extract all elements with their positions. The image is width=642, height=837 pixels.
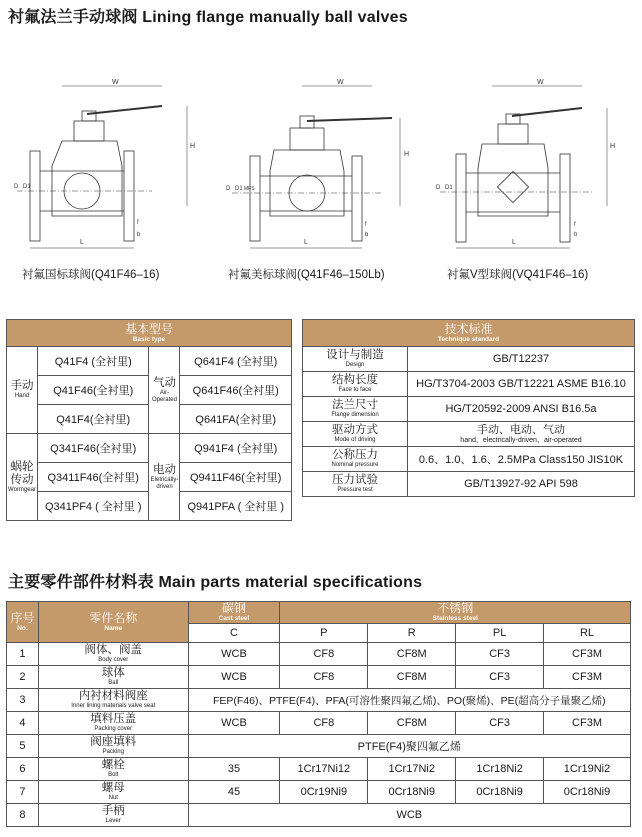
page-title: 衬氟法兰手动球阀 Lining flange manually ball valves [8,9,408,26]
dim-mfs: MFS [244,186,255,192]
tech-label: 结构长度 Face to face [303,372,408,397]
dim-w: W [337,79,344,86]
tech-label: 压力试验 Pressure test [303,472,408,497]
model-cell: Q941F4 (全衬里) [180,434,292,463]
model-cell: Q341F46(全衬里) [38,434,149,463]
valve-drawing-gb [12,76,202,256]
caption-v-type: 衬氟V型球阀(VQ41F46–16) [447,269,589,281]
dim-f: f [137,220,139,226]
tech-label: 法兰尺寸 Flange dimension [303,397,408,422]
model-cell: Q41F46(全衬里) [38,376,149,405]
table-row: 4 填料压盖 Packing cover WCB CF8 CF8M CF3 CF3M [7,712,631,735]
col-no: 序号 No. [7,602,39,643]
materials-table [6,601,631,827]
col-name: 零件名称 Name [38,602,188,643]
model-cell: Q41F4(全衬里) [38,405,149,434]
dim-d: D [436,185,441,191]
dim-h: H [404,151,410,158]
tech-value: HG/T3704-2003 GB/T12221 ASME B16.10 [408,372,635,397]
tech-header: 技术标准 Technique standard [303,320,635,347]
dim-d: D [226,186,231,192]
tech-label: 公称压力 Nominal pressure [303,447,408,472]
table-row: 2 球体 Ball WCB CF8 CF8M CF3 CF3M [7,666,631,689]
technique-standard-table [302,319,635,497]
dim-d1: D1 [23,184,31,190]
col-c: C [188,624,280,643]
table-row: 1 阀体、阀盖 Body cover WCB CF8 CF8M CF3 CF3M [7,643,631,666]
basic-type-header: 基本型号 Basic type [7,320,292,347]
dim-w: W [112,79,119,86]
tech-value: 手动、电动、气动 hand、electrically-driven、air-operated [408,422,635,447]
dim-d1: D1 [235,186,243,192]
dim-d1: D1 [445,185,453,191]
model-cell: Q3411F46(全衬里) [38,463,149,492]
caption-gb: 衬氟国标球阀(Q41F46–16) [22,269,160,281]
table-row: 3 内衬材料阀座 Inner lining materials valve seat FEP(F46)、PTFE(F4)、PFA(可溶性聚四氟乙烯)、PO(聚烯)、PE(超高分子量聚乙烯) [7,689,631,712]
tech-value: HG/T20592-2009 ANSI B16.5a [408,397,635,422]
tech-value: GB/T13927-92 API 598 [408,472,635,497]
group-wormgear: 蜗轮传动 Wormgear [7,434,38,521]
dim-h: H [190,143,196,150]
dim-d: D [14,184,19,190]
tech-value: 0.6、1.0、1.6、2.5MPa Class150 JIS10K [408,447,635,472]
dim-b: b [574,232,578,238]
dim-l: L [512,239,516,246]
col-p: P [280,624,368,643]
col-stainless-steel: 不锈钢 Stainless steel [280,602,631,624]
model-cell: Q341PF4 ( 全衬里 ) [38,492,149,521]
tech-label: 设计与制造 Design [303,347,408,372]
model-cell: Q641FA(全衬里) [180,405,292,434]
model-cell: Q641F46(全衬里) [180,376,292,405]
col-r: R [368,624,456,643]
tech-label: 驱动方式 Mode of driving [303,422,408,447]
valve-drawing-v-type [432,76,622,256]
dim-f: f [574,222,576,228]
table-row: 6 螺栓 Bolt 35 1Cr17Ni12 1Cr17Ni2 1Cr18Ni2 1Cr19Ni2 [7,758,631,781]
dim-l: L [80,239,84,246]
valve-drawing-ansi [222,76,412,256]
caption-ansi: 衬氟美标球阀(Q41F46–150Lb) [228,269,385,281]
table-row: 7 螺母 Nut 45 0Cr19Ni9 0Cr18Ni9 0Cr18Ni9 0Cr18Ni9 [7,781,631,804]
col-rl: RL [544,624,631,643]
group-hand: 手动 Hand [7,347,38,434]
col-carbon-steel: 碳钢 Cast steel [188,602,280,624]
dim-b: b [137,232,141,238]
tech-value: GB/T12237 [408,347,635,372]
dim-h: H [610,143,616,150]
dim-l: L [304,239,308,246]
group-electric: 电动 Eletrically-driven [149,434,180,521]
section-title-materials: 主要零件部件材料表 Main parts material specifications [8,574,423,591]
dim-f: f [365,222,367,228]
model-cell: Q941PFA ( 全衬里 ) [180,492,292,521]
dim-b: b [365,232,369,238]
table-row: 5 阀座填料 Packing PTFE(F4)聚四氟乙烯 [7,735,631,758]
group-air: 气动 Air-Operated [149,347,180,434]
model-cell: Q41F4 (全衬里) [38,347,149,376]
table-row: 8 手柄 Lever WCB [7,804,631,827]
model-cell: Q9411F46(全衬里) [180,463,292,492]
model-cell: Q641F4 (全衬里) [180,347,292,376]
basic-type-table [6,319,292,521]
col-pl: PL [456,624,544,643]
dim-w: W [537,79,544,86]
